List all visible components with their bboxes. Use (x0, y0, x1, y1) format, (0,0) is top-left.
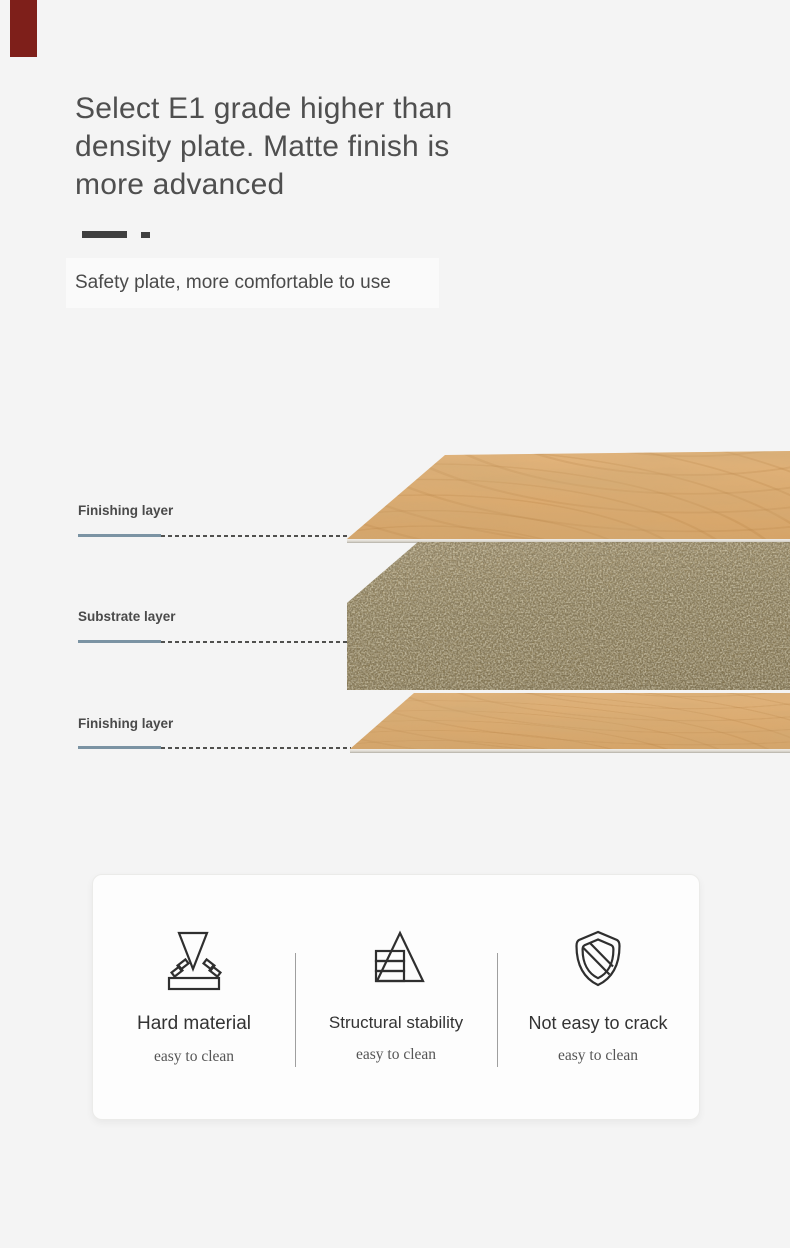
wood-grain-texture (347, 451, 790, 539)
wood-finishing-layer-top (347, 451, 790, 539)
top-left-accent (10, 0, 37, 57)
feature-item-hard-material (93, 875, 295, 1119)
title-line-1: Select E1 grade higher than (75, 92, 453, 125)
feature-subtitle: easy to clean (355, 1046, 437, 1063)
press-hardness-icon (162, 927, 226, 991)
feature-subtitle: easy to clean (153, 1048, 235, 1065)
label-finishing-layer-bottom: Finishing layer (78, 716, 174, 731)
page-title (75, 90, 452, 204)
page-subtitle: Safety plate, more comfortable to use (75, 272, 391, 293)
label-underline (78, 640, 161, 643)
particle-board-texture (347, 542, 790, 690)
title-line-3: more advanced (75, 168, 285, 201)
label-substrate-layer: Substrate layer (78, 609, 176, 624)
wood-finishing-layer-bottom (350, 693, 790, 749)
wood-grain-texture (350, 693, 790, 749)
label-underline (78, 746, 161, 749)
features-card (92, 874, 700, 1120)
substrate-board (347, 542, 790, 690)
title-dash-long (82, 231, 127, 238)
callout-dashed-line (161, 535, 348, 537)
layered-structure-icon (364, 927, 428, 991)
feature-item-not-easy-to-crack (497, 875, 699, 1119)
column-divider (497, 953, 498, 1067)
feature-item-structural-stability (295, 875, 497, 1119)
title-dash-short (141, 232, 150, 238)
label-finishing-layer-top: Finishing layer (78, 503, 174, 518)
feature-title: Not easy to crack (528, 1013, 668, 1033)
veneer-edge-bottom (350, 749, 790, 753)
callout-dashed-line (161, 641, 348, 643)
column-divider (295, 953, 296, 1067)
label-underline (78, 534, 161, 537)
feature-title: Hard material (136, 1013, 252, 1034)
feature-subtitle: easy to clean (557, 1047, 639, 1064)
title-line-2: density plate. Matte finish is (75, 130, 450, 163)
callout-dashed-line (161, 747, 351, 749)
feature-title: Structural stability (328, 1013, 464, 1032)
shield-icon (566, 927, 630, 991)
